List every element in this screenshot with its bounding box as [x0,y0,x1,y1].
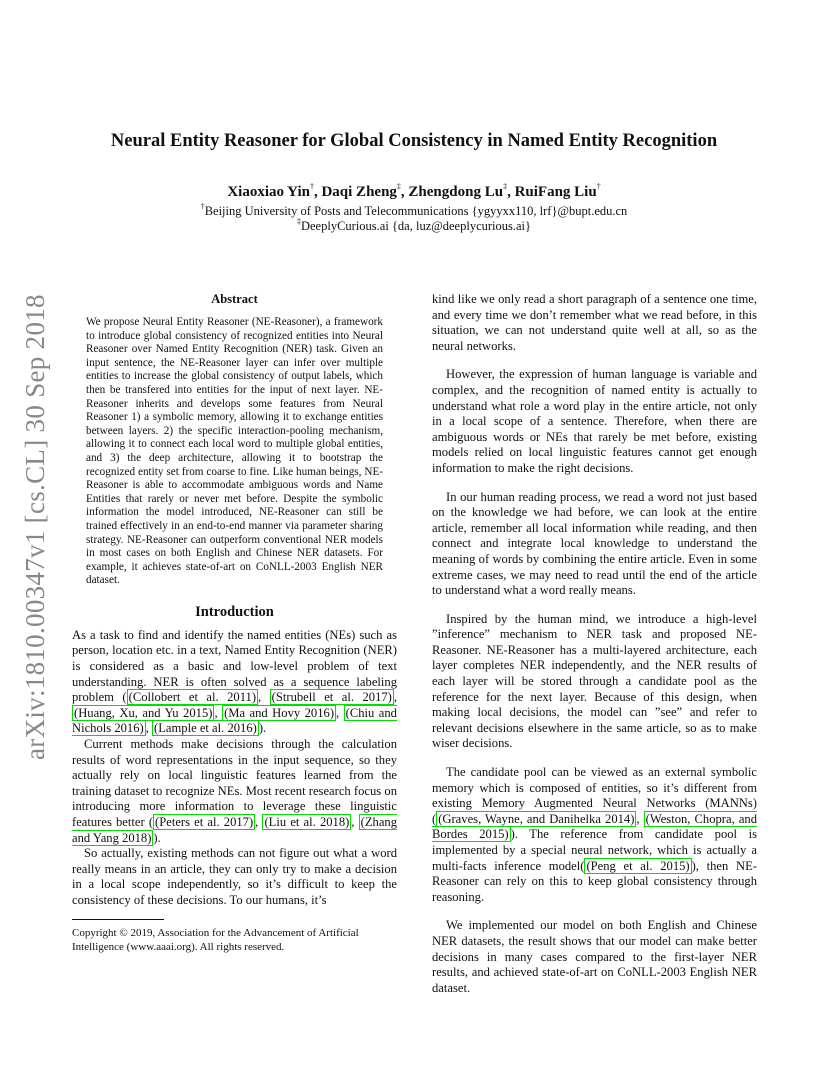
paragraph-text: ). [153,830,161,845]
abstract-text: We propose Neural Entity Reasoner (NE-Reasoner), a framework to introduce global consistency of recognized entities into Neural Reasoner over Named Entity Recognition (NER) task. Given an input sentence, the NE-Reasoner layer can infer over multiple entities to increase the global consistency of output labels, which then be transfered into entities for the input of next layer. NE-Reasoner inherits and develops some features from Neural Reasoner 1) a symbolic memory, allowing it to exchange entities between layers. 2) the specific interaction-pooling mechanism, allowing it to connect each local word to multiple global entities, and 3) the deep architecture, allowing it to bootstrap the recognized entity set from coarse to fine. Like human beings, NE-Reasoner is able to accommodate ambiguous words and Name Entities that rarely or never met before. Despite the symbolic information the model introduced, NE-Reasoner can still be trained effectively in an end-to-end manner via parameter sharing strategy. NE-Reasoner can outperform conventional NER models in most cases on both English and Chinese NER datasets. For example, it achieves state-of-art on CoNLL-2003 English NER dataset. [86,316,383,587]
intro-paragraph: So actually, existing methods can not figure out what a word really means in an article, they can only try to make a decision in a local scope independently, so it’s difficult to keep the consistency of these decisions. To our humans, it’s [72,846,397,907]
author-name: RuiFang Liu [514,184,597,200]
author-mark: † [309,182,314,191]
citation-link[interactable]: (Weston, Chopra, and Bordes 2015) [432,811,757,842]
intro-paragraph: As a task to find and identify the named entities (NEs) such as person, location etc. in a text, Named Entity Recognition (NER) is considered as a basic and low-level problem of text understanding. NER is often solved as a sequence labeling problem ( (Collobert et al. 2011) , (Strubell et al. 2017) , (Huang, Xu, and Yu 2015) , (Ma and Hovy 2016) , (Chiu and Nichols 2016) , (Lample et al. 2016) ). [72,627,398,736]
author-name: Zhengdong Lu [408,184,504,200]
body-paragraph: We implemented our model on both English and Chinese NER datasets, the result shows that our model can make better decisions in many cases compared to the first-layer NER results, and achieved state-of-art on CoNLL-2003 English NER dataset. [432,918,757,995]
citation-link[interactable]: (Strubell et al. 2017) [271,690,392,705]
author-mark: † [596,182,601,191]
affiliation-mark: ‡ [296,217,301,226]
citation-link[interactable]: (Huang, Xu, and Yu 2015) [74,705,213,720]
paragraph-text: ). [258,721,267,736]
citation-link[interactable]: (Ma and Hovy 2016) [224,705,335,720]
left-column [72,292,397,954]
paragraph-text: As a task to find and identify the named entities (NEs) such as person, location etc. in a text, Named Entity Recognition (NER) is considered as a basic and low-level problem of text understanding. NER is often solved as a sequence labeling problem ( [72,627,397,705]
body-paragraph: In our human reading process, we read a word not just based on the knowledge we had before, we can look at the entire article, remember all local information while reading, and then connect and integrate local knowledge to understand the meaning of words by combining the entire article. Even in some extreme cases, we may need to read until the end of the article to understand what a word really means. [432,489,757,598]
paragraph-text: Current methods make decisions through the calculation results of word representations in the input sequence, so they actually rely on local linguistic features learned from the training dataset to recognize NEs. Most recent research focus on introducing more information to leverage these linguistic features better ( [72,737,397,829]
body-paragraph: However, the expression of human language is variable and complex, and the recognition of named entity is actually to understand what role a word play in the entire article, not only in a local scope of a sentence. Therefore, when there are ambiguous words or NEs that rarely be met before, existing models relied on local linguistic features cannot get enough information to make the right decisions. [432,367,757,475]
citation-link[interactable]: (Zhang and Yang 2018) [72,815,398,845]
author-list: Xiaoxiao Yin†, Daqi Zheng‡, Zhengdong Lu‡, RuiFang Liu† [227,182,601,200]
author-mark: ‡ [396,182,401,191]
body-paragraph: kind like we only read a short paragraph of a sentence one time, and every time we don’t remember what we read before, in this situation, we can not understand quite well at all, so as the neural networks. [432,292,757,353]
intro-paragraph: Current methods make decisions through the calculation results of word representations in the input sequence, so they actually rely on local linguistic features learned from the training dataset to recognize NEs. Most recent research focus on introducing more information to leverage these linguistic features better ( (Peters et al. 2017) , (Liu et al. 2018) , (Zhang and Yang 2018) ). [72,737,398,845]
citation-link[interactable]: (Collobert et al. 2011) [128,690,257,705]
paragraph-text: , [636,811,644,826]
citation-link[interactable]: (Graves, Wayne, and Danihelka 2014) [438,811,635,826]
citation-link[interactable]: (Lample et al. 2016) [154,721,257,736]
footnote-divider [72,919,164,920]
affiliation [0,204,828,219]
abstract-heading: Abstract [211,292,258,306]
citation-link[interactable]: (Liu et al. 2018) [264,815,350,829]
affiliation-text: Beijing University of Posts and Telecommunications {ygyyxx110, lrf}@bupt.edu.cn [204,204,628,218]
copyright-footnote: Copyright © 2019, Association for the Advancement of Artificial Intelligence (www.aaai.org). All rights reserved. [72,926,359,953]
author-name: Daqi Zheng [321,184,397,200]
author-name: Xiaoxiao Yin [227,184,310,200]
citation-link[interactable]: (Peng et al. 2015) [586,858,690,873]
paragraph-text: ), then NE-Reasoner can rely on this to keep global consistency through reasoning. [432,858,757,904]
citation-link[interactable]: (Peters et al. 2017) [155,815,254,829]
paragraph-text: The candidate pool can be viewed as an external symbolic memory which is composed of entities, so it’s different from existing Memory Augmented Neural Networks (MANNs) ( [432,765,757,826]
right-column [432,292,757,1009]
author-mark: ‡ [503,182,508,191]
paper-title: Neural Entity Reasoner for Global Consistency in Named Entity Recognition [110,131,718,151]
arxiv-stamp: arXiv:1810.00347v1 [cs.CL] 30 Sep 2018 [20,294,50,760]
affiliation [0,219,828,234]
body-paragraph [432,765,757,905]
affiliation-mark: † [200,202,205,211]
section-heading: Introduction [195,603,274,620]
affiliation-text: DeeplyCurious.ai {da, luz@deeplycurious.ai} [300,219,532,233]
body-paragraph: Inspired by the human mind, we introduce a high-level ”inference” mechanism to NER task and proposed NE-Reasoner. NE-Reasoner has a multi-layered architecture, each layer completes NER independently, and the NER results of each layer will be stored through a candidate pool as the reference for the next layer. Because of this design, when making local decisions, the model can ”see” and refer to relevant decisions elsewhere in the same article, so as to make wiser decisions. [432,611,757,751]
citation-link[interactable]: (Chiu and Nichols 2016) [72,705,397,736]
paragraph-text: ). The reference from candidate pool is implemented by a special neural network, which is actually a multi-facts inference model( [432,827,757,873]
